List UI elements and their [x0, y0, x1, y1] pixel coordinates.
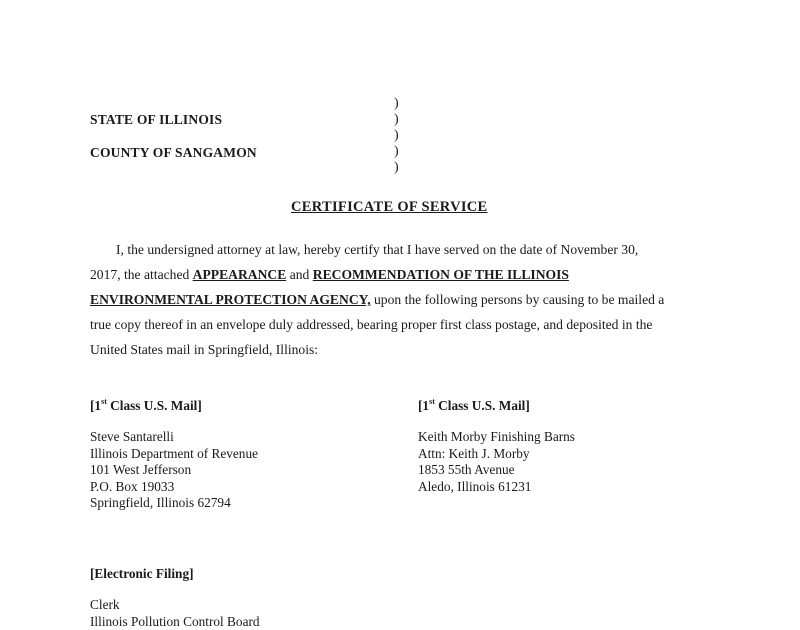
address-line: Illinois Department of Revenue [90, 446, 258, 463]
recipient-block [90, 566, 260, 630]
appearance-reference: APPEARANCE [193, 267, 287, 282]
address-line: Keith Morby Finishing Barns [418, 429, 575, 446]
address-line: 101 West Jefferson [90, 462, 258, 479]
paragraph-text: 2017, the attached [90, 267, 193, 282]
method-text: Class U.S. Mail] [435, 398, 530, 413]
method-superscript: st [101, 397, 107, 406]
paragraph-text: upon the following persons by causing to be mailed a [371, 292, 665, 307]
address-lines [90, 597, 260, 630]
address-line: Aledo, Illinois 61231 [418, 479, 575, 496]
paragraph-text: and [286, 267, 312, 282]
address-line: Illinois Pollution Control Board [90, 614, 260, 630]
paragraph-line [90, 287, 705, 312]
recommendation-reference: RECOMMENDATION OF THE ILLINOIS [313, 267, 569, 282]
delivery-method [418, 398, 575, 414]
method-text: [1 [418, 398, 429, 413]
address-line: Springfield, Illinois 62794 [90, 495, 258, 512]
address-lines [90, 429, 258, 512]
caption-paren: ) [394, 160, 399, 176]
caption-parens [394, 96, 399, 176]
recipient-block [90, 398, 258, 512]
document-title: CERTIFICATE OF SERVICE [291, 199, 488, 216]
recommendation-reference-continued: ENVIRONMENTAL PROTECTION AGENCY, [90, 292, 371, 307]
caption-county: COUNTY OF SANGAMON [90, 145, 257, 161]
address-line: Steve Santarelli [90, 429, 258, 446]
caption-paren: ) [394, 128, 399, 144]
delivery-method [90, 566, 260, 582]
address-line: P.O. Box 19033 [90, 479, 258, 496]
method-text: [1 [90, 398, 101, 413]
caption-state: STATE OF ILLINOIS [90, 112, 222, 128]
method-text: Class U.S. Mail] [107, 398, 202, 413]
paragraph-line: I, the undersigned attorney at law, hereby certify that I have served on the date of November 30, [90, 237, 705, 262]
address-line: Attn: Keith J. Morby [418, 446, 575, 463]
method-superscript: st [429, 397, 435, 406]
method-text: [Electronic Filing] [90, 566, 194, 581]
address-line: Clerk [90, 597, 260, 614]
certification-paragraph [90, 237, 705, 362]
address-line: 1853 55th Avenue [418, 462, 575, 479]
caption-paren: ) [394, 144, 399, 160]
address-lines [418, 429, 575, 495]
delivery-method [90, 398, 258, 414]
paragraph-line: United States mail in Springfield, Illinois: [90, 337, 705, 362]
recipient-block [418, 398, 575, 495]
caption-paren: ) [394, 112, 399, 128]
paragraph-line [90, 262, 705, 287]
paragraph-line: true copy thereof in an envelope duly addressed, bearing proper first class postage, and deposited in the [90, 312, 705, 337]
caption-paren: ) [394, 96, 399, 112]
